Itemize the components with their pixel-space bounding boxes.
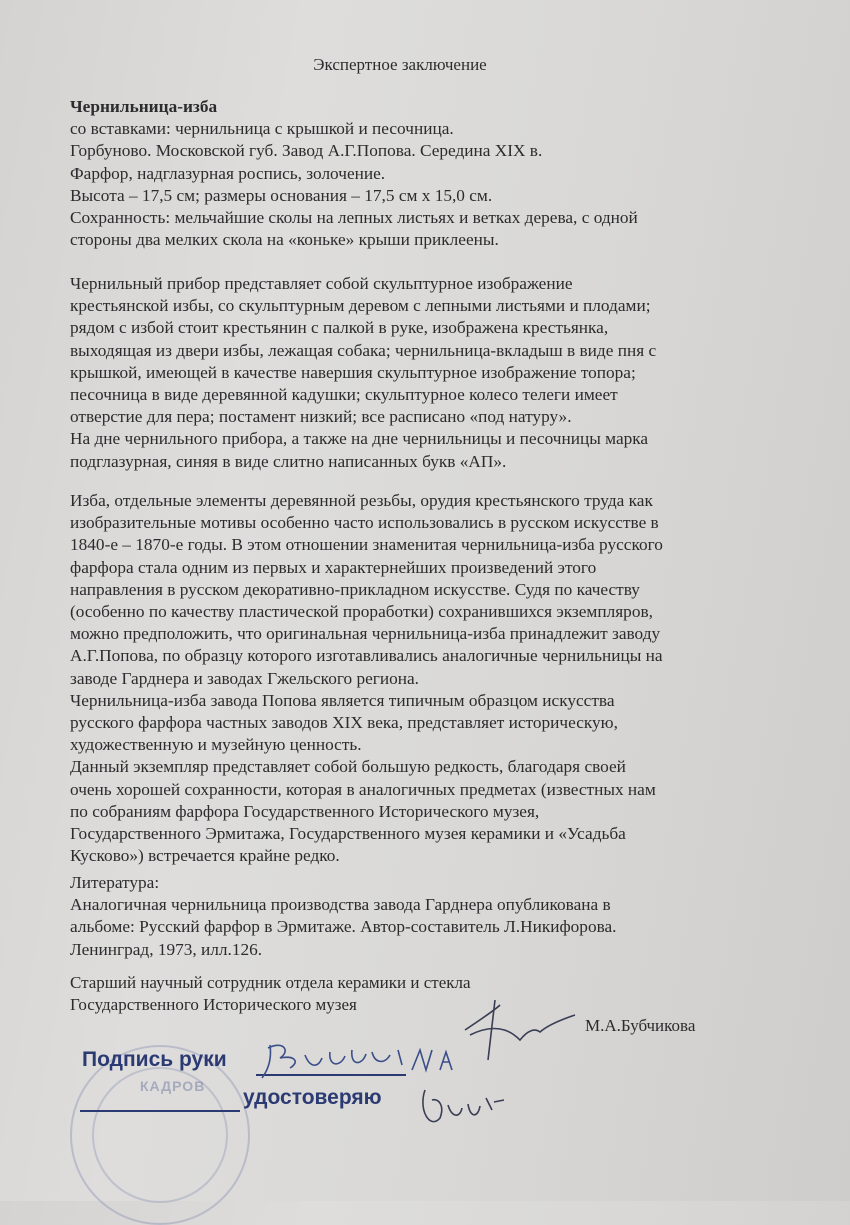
item-specs (70, 96, 750, 251)
desc-line: отверстие для пера; постамент низкий; все расписано «под натуру». (70, 407, 572, 427)
literature-line: Аналогичная чернильница производства завода Гарднера опубликована в (70, 895, 611, 915)
desc-line: песочница в виде деревянной кадушки; скульптурное колесо телеги имеет (70, 385, 618, 405)
spec-line: Сохранность: мельчайшие сколы на лепных листьях и ветках дерева, с одной (70, 208, 638, 228)
literature-line: альбоме: Русский фарфор в Эрмитаже. Автор-составитель Л.Никифорова. (70, 917, 617, 937)
round-stamp (70, 1045, 250, 1225)
verification-label-bottom: удостоверяю (243, 1086, 382, 1109)
stamp-text: КАДРОВ (140, 1078, 206, 1094)
desc-line: На дне чернильного прибора, а также на дне чернильницы и песочницы марка (70, 429, 649, 449)
spec-line: Горбуново. Московской губ. Завод А.Г.Попова. Середина XIX в. (70, 141, 543, 161)
hist-line: фарфора стала одним из первых и характернейших произведений этого (70, 557, 597, 577)
hist-line: можно предположить, что оригинальная чернильница-изба принадлежит заводу (70, 624, 661, 644)
hist-line: Чернильница-изба завода Попова является типичным образцом искусства (70, 690, 615, 710)
desc-line: Чернильный прибор представляет собой скульптурное изображение (70, 274, 573, 293)
literature-line: Ленинград, 1973, илл.126. (70, 939, 263, 959)
hist-line: А.Г.Попова, по образцу которого изготавливались аналогичные чернильницы на (70, 646, 663, 666)
signature-line-bottom (80, 1110, 240, 1112)
hist-line: 1840-е – 1870-е годы. В этом отношении знаменитая чернильница-изба русского (70, 535, 663, 555)
desc-line: крестьянской избы, со скульптурным деревом с лепными листьями и плодами; (70, 296, 651, 316)
signature-line-top (256, 1074, 406, 1076)
hist-line: Кусково») встречается крайне редко. (70, 846, 340, 866)
literature-heading: Литература: (70, 873, 160, 892)
position-line: Государственного Исторического музея (70, 995, 357, 1014)
spec-line: Высота – 17,5 см; размеры основания – 17,5 см х 15,0 см. (70, 185, 493, 205)
description-paragraph (70, 273, 750, 473)
signatory-name: М.А.Бубчикова (585, 1016, 696, 1035)
signature-verifier-mark (423, 1090, 504, 1122)
signatory-position (70, 972, 750, 1016)
spec-line: со вставками: чернильница с крышкой и песочница. (70, 119, 454, 139)
item-title: Чернильница-изба (70, 97, 218, 116)
literature-section (70, 872, 750, 961)
hist-line: Изба, отдельные элементы деревянной резьбы, орудия крестьянского труда как (70, 491, 653, 510)
hist-line: Данный экземпляр представляет собой большую редкость, благодаря своей (70, 757, 626, 777)
history-paragraph (70, 490, 750, 867)
hist-line: заводе Гарднера и заводах Гжельского региона. (70, 668, 419, 688)
hist-line: направления в русском декоративно-прикладном искусстве. Судя по качеству (70, 579, 640, 599)
hist-line: по собраниям фарфора Государственного Исторического музея, (70, 801, 540, 821)
hist-line: изобразительные мотивы особенно часто использовались в русском искусстве в (70, 513, 659, 533)
hist-line: Государственного Эрмитажа, Государственного музея керамики и «Усадьба (70, 824, 626, 844)
document-title: Экспертное заключение (313, 55, 487, 74)
desc-line: рядом с избой стоит крестьянин с палкой в руке, изображена крестьянка, (70, 318, 609, 338)
hist-line: русского фарфора частных заводов XIX века, представляет историческую, (70, 713, 618, 733)
hist-line: художественную и музейную ценность. (70, 735, 362, 755)
position-line: Старший научный сотрудник отдела керамики и стекла (70, 973, 471, 992)
hist-line: очень хорошей сохранности, которая в аналогичных предметах (известных нам (70, 779, 656, 799)
hist-line: (особенно по качеству пластической проработки) сохранившихся экземпляров, (70, 602, 653, 622)
spec-line: Фарфор, надглазурная роспись, золочение. (70, 163, 386, 183)
desc-line: крышкой, имеющей в качестве навершия скульптурное изображение топора; (70, 362, 636, 382)
desc-line: выходящая из двери избы, лежащая собака; чернильница-вкладыш в виде пня с (70, 340, 657, 360)
desc-line: подглазурная, синяя в виде слитно написанных букв «АП». (70, 451, 507, 471)
verification-label-top: Подпись руки (82, 1048, 227, 1071)
spec-line: стороны два мелких скола на «коньке» крыши приклеены. (70, 230, 499, 250)
